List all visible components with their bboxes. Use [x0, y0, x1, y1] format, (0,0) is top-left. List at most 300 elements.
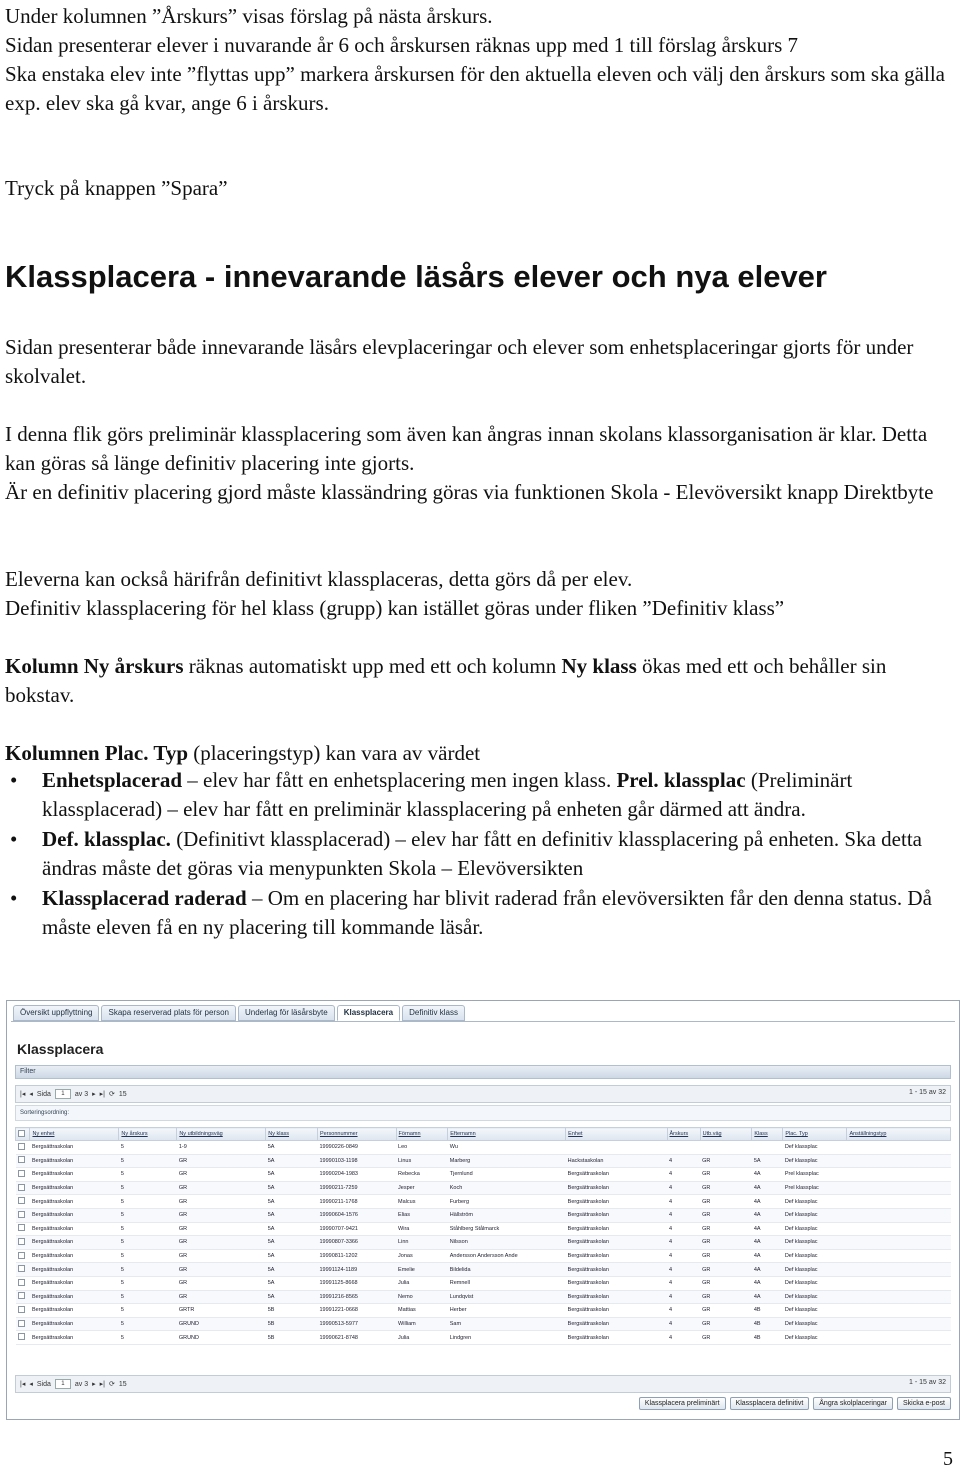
row-checkbox[interactable] — [18, 1320, 25, 1327]
table-cell: Wu — [448, 1141, 566, 1155]
row-checkbox[interactable] — [18, 1197, 25, 1204]
table-cell: 1-9 — [177, 1141, 266, 1155]
table-cell: Bergsättraskolan — [30, 1317, 119, 1331]
table-cell: Bergsättraskolan — [30, 1208, 119, 1222]
table-cell: GR — [177, 1290, 266, 1304]
table-cell: Malcus — [396, 1195, 448, 1209]
table-cell: 5 — [119, 1141, 177, 1155]
table-cell: GR — [177, 1208, 266, 1222]
table-cell — [667, 1141, 700, 1155]
table-cell: 5B — [266, 1331, 318, 1345]
paragraph-3 — [5, 565, 955, 623]
table-cell: GR — [700, 1263, 752, 1277]
table-cell: Nilsson — [448, 1236, 566, 1250]
table-cell: Bergsättraskolan — [30, 1222, 119, 1236]
table-row[interactable] — [16, 1290, 951, 1304]
row-select-cell[interactable] — [16, 1249, 30, 1263]
column-header[interactable]: Personnummer — [317, 1128, 396, 1141]
row-select-cell[interactable] — [16, 1208, 30, 1222]
table-cell: GR — [700, 1168, 752, 1182]
table-cell: Furberg — [448, 1195, 566, 1209]
table-cell: 5 — [119, 1208, 177, 1222]
table-cell: 19991221-0668 — [317, 1304, 396, 1318]
paragraph-5-text: (placeringstyp) kan vara av värdet — [188, 741, 481, 765]
table-cell: 4A — [752, 1168, 783, 1182]
table-cell: GR — [177, 1249, 266, 1263]
column-header[interactable]: Enhet — [566, 1128, 667, 1141]
table-cell: Bergsättraskolan — [566, 1290, 667, 1304]
pager-controls — [20, 1089, 127, 1099]
table-cell: 4 — [667, 1263, 700, 1277]
row-checkbox[interactable] — [18, 1143, 25, 1150]
table-row[interactable] — [16, 1249, 951, 1263]
row-select-cell[interactable] — [16, 1168, 30, 1182]
refresh-icon[interactable]: ⟳ — [108, 1091, 115, 1098]
table-cell: 4 — [667, 1331, 700, 1345]
top-pager — [15, 1085, 951, 1103]
table-cell: Julia — [396, 1331, 448, 1345]
table-cell: Rebecka — [396, 1168, 448, 1182]
table-cell: 5A — [266, 1181, 318, 1195]
intro-line-2: Sidan presenterar elever i nuvarande år 6 och årskursen räknas upp med 1 till förslag årskurs 7 — [5, 33, 799, 57]
table-cell: 5A — [266, 1276, 318, 1290]
paragraph-2 — [5, 420, 955, 507]
table-cell: 5A — [266, 1168, 318, 1182]
row-select-cell[interactable] — [16, 1304, 30, 1318]
table-cell: GR — [177, 1154, 266, 1168]
paragraph-3a: Eleverna kan också härifrån definitivt klassplaceras, detta görs då per elev. — [5, 567, 633, 591]
table-cell: GR — [177, 1263, 266, 1277]
filter-panel[interactable] — [15, 1065, 951, 1079]
table-row[interactable] — [16, 1181, 951, 1195]
table-cell: Koch — [448, 1181, 566, 1195]
table-cell: Bergsättraskolan — [566, 1195, 667, 1209]
table-cell: 5A — [266, 1236, 318, 1250]
first-page-icon[interactable]: |◂ — [20, 1091, 26, 1098]
column-header[interactable]: Plac. Typ — [783, 1128, 847, 1141]
row-select-cell[interactable] — [16, 1317, 30, 1331]
paragraph-1: Sidan presenterar både innevarande läsårs elevplaceringar och elever som enhetsplaceringar gjorts för under skolvalet. — [5, 335, 914, 388]
table-cell: Mattias — [396, 1304, 448, 1318]
row-select-cell[interactable] — [16, 1141, 30, 1155]
table-cell: Bergsättraskolan — [30, 1141, 119, 1155]
student-table — [15, 1127, 951, 1345]
column-header[interactable]: Ny klass — [266, 1128, 318, 1141]
table-cell: 19990204-1983 — [317, 1168, 396, 1182]
table-cell: Bergsättraskolan — [30, 1181, 119, 1195]
table-cell: Def klassplac — [783, 1195, 847, 1209]
table-cell: Def klassplac — [783, 1304, 847, 1318]
row-select-cell[interactable] — [16, 1222, 30, 1236]
skicka-epost-button[interactable]: Skicka e-post — [897, 1397, 951, 1410]
column-header[interactable]: Ny årskurs — [119, 1128, 177, 1141]
table-cell: Def klassplac — [783, 1317, 847, 1331]
table-cell: GR — [700, 1290, 752, 1304]
pager-controls-bottom — [20, 1379, 127, 1389]
table-cell: 4 — [667, 1222, 700, 1236]
table-cell: Bergsättraskolan — [566, 1276, 667, 1290]
tab-definitiv-klass[interactable]: Definitiv klass — [402, 1005, 465, 1021]
table-cell: Bergsättraskolan — [30, 1331, 119, 1345]
table-cell: 4 — [667, 1154, 700, 1168]
table-cell: Bergsättraskolan — [30, 1249, 119, 1263]
table-row[interactable] — [16, 1195, 951, 1209]
table-cell: 19991124-1189 — [317, 1263, 396, 1277]
table-cell: Emelie — [396, 1263, 448, 1277]
table-cell: GR — [700, 1331, 752, 1345]
table-row[interactable] — [16, 1208, 951, 1222]
table-cell: Def klassplac — [783, 1290, 847, 1304]
table-cell: Jonas — [396, 1249, 448, 1263]
paragraph-3b: Definitiv klassplacering för hel klass (grupp) kan istället göras under fliken ”Definitiv klass” — [5, 596, 785, 620]
app-screenshot — [6, 1000, 960, 1420]
bullet-1-bold: Enhetsplacerad — [42, 768, 183, 792]
table-cell: Bergsättraskolan — [30, 1154, 119, 1168]
table-cell: Bergsättraskolan — [30, 1168, 119, 1182]
table-cell — [847, 1141, 951, 1155]
table-cell: 5A — [266, 1290, 318, 1304]
row-select-cell[interactable] — [16, 1181, 30, 1195]
table-cell: 5A — [266, 1208, 318, 1222]
column-header[interactable]: Årskurs — [667, 1128, 700, 1141]
page-of-label: av 3 — [74, 1090, 89, 1098]
row-checkbox[interactable] — [18, 1265, 25, 1272]
table-cell: GR — [700, 1276, 752, 1290]
table-cell: Bildelida — [448, 1263, 566, 1277]
table-cell: 4 — [667, 1181, 700, 1195]
column-header[interactable]: Ny enhet — [30, 1128, 119, 1141]
table-row[interactable] — [16, 1141, 951, 1155]
next-page-icon[interactable]: ▸ — [92, 1381, 96, 1388]
table-cell: Bergsättraskolan — [566, 1317, 667, 1331]
bullet-dot: • — [10, 886, 18, 910]
table-cell: Tjernlund — [448, 1168, 566, 1182]
prev-page-icon[interactable]: ◂ — [29, 1091, 33, 1098]
table-row[interactable] — [16, 1317, 951, 1331]
table-cell — [847, 1236, 951, 1250]
page-of-label: av 3 — [74, 1380, 89, 1388]
table-cell: GR — [700, 1195, 752, 1209]
prev-page-icon[interactable]: ◂ — [29, 1381, 33, 1388]
bullet-dot: • — [10, 827, 18, 851]
table-row[interactable] — [16, 1222, 951, 1236]
table-cell: GR — [700, 1317, 752, 1331]
table-cell: GR — [700, 1222, 752, 1236]
tab-divider — [11, 1021, 955, 1022]
row-checkbox[interactable] — [18, 1306, 25, 1313]
table-cell: Remnell — [448, 1276, 566, 1290]
table-cell: 4 — [667, 1249, 700, 1263]
bullet-item-enhetsplacerad — [5, 766, 955, 824]
table-cell: GR — [177, 1222, 266, 1236]
row-select-cell[interactable] — [16, 1154, 30, 1168]
row-checkbox[interactable] — [18, 1238, 25, 1245]
table-cell: GR — [177, 1181, 266, 1195]
table-row[interactable] — [16, 1236, 951, 1250]
page-title: Klassplacera — [17, 1041, 104, 1057]
filter-label: Filter — [20, 1068, 36, 1075]
table-cell: 4A — [752, 1195, 783, 1209]
tab-oversikt-uppflyttning[interactable]: Översikt uppflyttning — [13, 1005, 99, 1021]
table-cell: GR — [700, 1181, 752, 1195]
table-cell: Prel klassplac — [783, 1181, 847, 1195]
tab-underlag-lasarsbyte[interactable]: Underlag för läsårsbyte — [238, 1005, 335, 1021]
table-cell: Jesper — [396, 1181, 448, 1195]
table-cell: Wira — [396, 1222, 448, 1236]
table-cell: 5 — [119, 1154, 177, 1168]
table-cell: 4 — [667, 1208, 700, 1222]
row-checkbox[interactable] — [18, 1279, 25, 1286]
table-cell: 4 — [667, 1236, 700, 1250]
table-cell: 19990513-5977 — [317, 1317, 396, 1331]
paragraph-4-bold-2: Ny klass — [561, 654, 637, 678]
table-cell: GR — [700, 1249, 752, 1263]
row-checkbox[interactable] — [18, 1170, 25, 1177]
last-page-icon[interactable]: ▸| — [99, 1091, 105, 1098]
table-cell — [847, 1208, 951, 1222]
table-cell: 4 — [667, 1195, 700, 1209]
table-cell: 5A — [752, 1154, 783, 1168]
table-cell — [847, 1181, 951, 1195]
table-cell: 5 — [119, 1331, 177, 1345]
page-label: Sida — [36, 1090, 51, 1098]
table-cell: Def klassplac — [783, 1141, 847, 1155]
column-header[interactable]: Anställningstyp — [847, 1128, 951, 1141]
row-checkbox[interactable] — [18, 1333, 25, 1340]
bullet-dot: • — [10, 768, 18, 792]
table-cell: GRUND — [177, 1317, 266, 1331]
bullet-2-text: (Definitivt klassplacerad) – elev har fått en definitiv klassplacering på enheten. Ska detta ändras måste det göras via menypunkten Skola – Elevöversikten — [42, 827, 922, 880]
page-size-select[interactable]: 15 — [118, 1380, 127, 1388]
table-cell: Nemo — [396, 1290, 448, 1304]
table-cell: Def klassplac — [783, 1154, 847, 1168]
table-cell: GR — [700, 1208, 752, 1222]
table-cell: Bergsättraskolan — [30, 1304, 119, 1318]
table-cell: GR — [700, 1304, 752, 1318]
table-cell: Def klassplac — [783, 1276, 847, 1290]
table-cell: 5A — [266, 1222, 318, 1236]
table-cell: Hackstaskolan — [566, 1154, 667, 1168]
table-cell: 19991125-8668 — [317, 1276, 396, 1290]
table-cell: Bergsättraskolan — [566, 1181, 667, 1195]
column-header[interactable]: Ny utbildningsväg — [177, 1128, 266, 1141]
table-cell: 5 — [119, 1263, 177, 1277]
page-input[interactable] — [55, 1379, 71, 1389]
klassplacera-preliminart-button[interactable]: Klassplacera preliminärt — [639, 1397, 726, 1410]
page-label: Sida — [36, 1380, 51, 1388]
table-cell: Prel klassplac — [783, 1168, 847, 1182]
table-cell: 4A — [752, 1208, 783, 1222]
angra-skolplaceringar-button[interactable]: Ångra skolplaceringar — [813, 1397, 893, 1410]
tab-skapa-reserverad-plats[interactable]: Skapa reserverad plats för person — [101, 1005, 236, 1021]
column-header[interactable]: Förnamn — [396, 1128, 448, 1141]
table-cell: 4A — [752, 1290, 783, 1304]
table-cell: Bergsättraskolan — [30, 1236, 119, 1250]
intro-paragraph — [5, 2, 955, 118]
table-cell: 4A — [752, 1236, 783, 1250]
row-checkbox[interactable] — [18, 1292, 25, 1299]
bullet-1-text-2: (Preliminärt klassplacerad) – elev har fått en preliminär klassplacering på enheten går därmed att ändra. — [42, 768, 853, 821]
table-cell: 19991216-8565 — [317, 1290, 396, 1304]
paragraph-4-text-2: ökas med ett och behåller sin bokstav. — [5, 654, 887, 707]
table-cell: 5B — [266, 1304, 318, 1318]
table-cell — [847, 1290, 951, 1304]
row-select-cell[interactable] — [16, 1195, 30, 1209]
table-cell: 5 — [119, 1317, 177, 1331]
table-cell: 4A — [752, 1249, 783, 1263]
paragraph-4 — [5, 652, 955, 710]
row-select-cell[interactable] — [16, 1290, 30, 1304]
table-cell: Andersson Andersson Ande — [448, 1249, 566, 1263]
bullet-1-bold-2: Prel. klassplac — [616, 768, 746, 792]
bullet-item-def-klassplac — [5, 825, 955, 883]
row-select-cell[interactable] — [16, 1276, 30, 1290]
table-cell: William — [396, 1317, 448, 1331]
table-cell: Def klassplac — [783, 1222, 847, 1236]
table-cell: Bergsättraskolan — [566, 1331, 667, 1345]
table-cell: 5 — [119, 1304, 177, 1318]
pager-range: 1 - 15 av 32 — [909, 1379, 946, 1386]
table-cell — [700, 1141, 752, 1155]
row-checkbox[interactable] — [18, 1224, 25, 1231]
klassplacera-definitivt-button[interactable]: Klassplacera definitivt — [730, 1397, 810, 1410]
table-cell: GRUND — [177, 1331, 266, 1345]
table-cell: 5 — [119, 1181, 177, 1195]
table-cell: 5 — [119, 1249, 177, 1263]
table-cell: Bergsättraskolan — [566, 1249, 667, 1263]
table-cell — [752, 1141, 783, 1155]
table-cell — [847, 1263, 951, 1277]
paragraph-4-bold-1: Kolumn Ny årskurs — [5, 654, 184, 678]
table-cell: 4B — [752, 1331, 783, 1345]
column-header[interactable]: Efternamn — [448, 1128, 566, 1141]
table-row[interactable] — [16, 1154, 951, 1168]
table-cell: 4A — [752, 1263, 783, 1277]
table-cell: 5 — [119, 1290, 177, 1304]
table-row[interactable] — [16, 1263, 951, 1277]
row-checkbox[interactable] — [18, 1184, 25, 1191]
column-header[interactable]: Klass — [752, 1128, 783, 1141]
column-header[interactable]: Utb.väg — [700, 1128, 752, 1141]
page-input-value: 1 — [61, 1091, 65, 1097]
table-cell: GR — [177, 1276, 266, 1290]
table-cell: Linn — [396, 1236, 448, 1250]
tab-bar — [13, 1005, 467, 1021]
bottom-pager — [15, 1375, 951, 1393]
table-cell: Herber — [448, 1304, 566, 1318]
last-page-icon[interactable]: ▸| — [99, 1381, 105, 1388]
table-cell: 19990811-1202 — [317, 1249, 396, 1263]
paragraph-2b: Är en definitiv placering gjord måste klassändring göras via funktionen Skola - Elevöversikt knapp Direktbyte — [5, 480, 934, 504]
table-cell: 4 — [667, 1276, 700, 1290]
table-cell: Leo — [396, 1141, 448, 1155]
table-cell: 4A — [752, 1276, 783, 1290]
table-row[interactable] — [16, 1276, 951, 1290]
page-size-select[interactable]: 15 — [118, 1090, 127, 1098]
sort-bar — [15, 1105, 951, 1121]
table-cell: 5B — [266, 1317, 318, 1331]
select-all-checkbox[interactable] — [18, 1130, 25, 1137]
table-cell: 5A — [266, 1195, 318, 1209]
row-select-cell[interactable] — [16, 1263, 30, 1277]
table-cell: Bergsättraskolan — [566, 1168, 667, 1182]
table-cell: Bergsättraskolan — [566, 1263, 667, 1277]
row-checkbox[interactable] — [18, 1252, 25, 1259]
table-cell: Def klassplac — [783, 1249, 847, 1263]
row-select-cell[interactable] — [16, 1331, 30, 1345]
table-cell: GR — [700, 1236, 752, 1250]
table-cell: 4 — [667, 1290, 700, 1304]
page-number: 5 — [943, 1448, 953, 1470]
table-cell — [847, 1154, 951, 1168]
table-row[interactable] — [16, 1331, 951, 1345]
table-cell — [847, 1195, 951, 1209]
row-select-cell[interactable] — [16, 1236, 30, 1250]
table-cell: Bergsättraskolan — [30, 1195, 119, 1209]
table-cell: Lindgren — [448, 1331, 566, 1345]
bullet-3-text: – Om en placering har blivit raderad från elevöversikten får den denna status. Då måste eleven få en ny placering till kommande läsår. — [42, 886, 932, 939]
table-cell: 4 — [667, 1304, 700, 1318]
paragraph-5-bold: Kolumnen Plac. Typ — [5, 741, 189, 765]
table-cell: 4A — [752, 1181, 783, 1195]
table-cell: GRTR — [177, 1304, 266, 1318]
intro-line-1: Under kolumnen ”Årskurs” visas förslag på nästa årskurs. — [5, 4, 493, 28]
table-cell: GR — [700, 1154, 752, 1168]
table-cell: 4 — [667, 1317, 700, 1331]
table-row[interactable] — [16, 1168, 951, 1182]
table-cell: Bergsättraskolan — [566, 1236, 667, 1250]
table-cell: Def klassplac — [783, 1331, 847, 1345]
refresh-icon[interactable]: ⟳ — [108, 1381, 115, 1388]
first-page-icon[interactable]: |◂ — [20, 1381, 26, 1388]
table-cell: Sam — [448, 1317, 566, 1331]
table-cell: 19990621-8748 — [317, 1331, 396, 1345]
table-cell: Ståhlberg Stålmarck — [448, 1222, 566, 1236]
table-cell: Lundqvist — [448, 1290, 566, 1304]
table-cell: 4B — [752, 1304, 783, 1318]
select-all-header[interactable] — [16, 1128, 30, 1141]
table-cell: Bergsättraskolan — [30, 1290, 119, 1304]
bullet-1-text: – elev har fått en enhetsplacering men ingen klass. — [182, 768, 617, 792]
table-cell: 19990807-3366 — [317, 1236, 396, 1250]
table-row[interactable] — [16, 1304, 951, 1318]
row-checkbox[interactable] — [18, 1211, 25, 1218]
table-cell: 5 — [119, 1236, 177, 1250]
table-cell: Bergsättraskolan — [566, 1304, 667, 1318]
table-cell: Def klassplac — [783, 1208, 847, 1222]
next-page-icon[interactable]: ▸ — [92, 1091, 96, 1098]
bullet-item-klassplacerad-raderad — [5, 884, 955, 942]
sort-label: Sorteringsordning: — [20, 1110, 70, 1116]
tab-klassplacera[interactable]: Klassplacera — [337, 1005, 400, 1021]
table-cell: Bergsättraskolan — [30, 1276, 119, 1290]
table-cell: Hällström — [448, 1208, 566, 1222]
table-cell — [847, 1168, 951, 1182]
row-checkbox[interactable] — [18, 1156, 25, 1163]
table-cell: Def klassplac — [783, 1236, 847, 1250]
bullet-list — [5, 766, 955, 943]
table-cell: Bergsättraskolan — [30, 1263, 119, 1277]
page-input[interactable] — [55, 1089, 71, 1099]
intro-line-3: Ska enstaka elev inte ”flyttas upp” markera årskursen för den aktuella eleven och välj den årskurs som ska gälla exp. elev ska gå kvar, ange 6 i årskurs. — [5, 62, 945, 115]
paragraph-2a: I denna flik görs preliminär klassplacering som även kan ångras innan skolans klassorganisation är klar. Detta kan göras så länge definitiv placering inte gjorts. — [5, 422, 928, 475]
bullet-3-bold: Klassplacerad raderad — [42, 886, 247, 910]
table-cell: GR — [177, 1236, 266, 1250]
section-heading: Klassplacera - innevarande läsårs elever och nya elever — [5, 259, 827, 294]
table-cell: GR — [177, 1195, 266, 1209]
table-cell: 5 — [119, 1276, 177, 1290]
pager-range: 1 - 15 av 32 — [909, 1089, 946, 1096]
